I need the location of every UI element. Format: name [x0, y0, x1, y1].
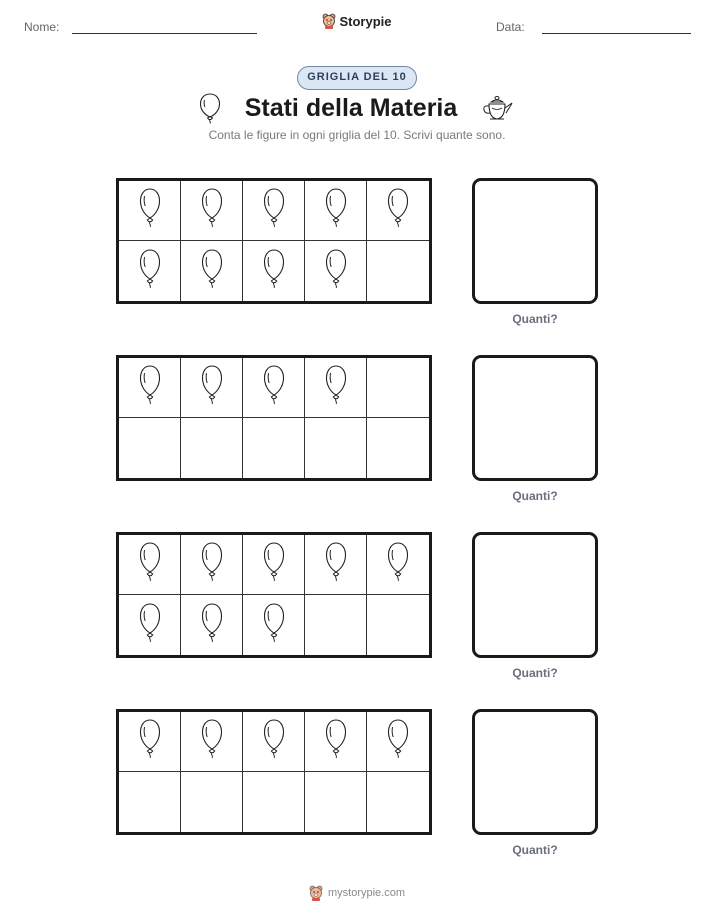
- bear-mascot-icon: [322, 13, 336, 29]
- teapot-icon: [481, 94, 515, 122]
- ten-frame-cell: [243, 772, 305, 832]
- answer-box-2[interactable]: [472, 355, 598, 481]
- ten-frame-cell: [181, 535, 243, 595]
- ten-frame-cell: [305, 595, 367, 655]
- instructions: Conta le figure in ogni griglia del 10. Scrivi quante sono.: [208, 128, 506, 142]
- ten-frame-cell: [367, 358, 429, 418]
- ten-frame-4: [116, 709, 432, 835]
- brand-logo: [0, 13, 714, 29]
- balloon-icon: [201, 187, 223, 234]
- ten-frame-cell: [243, 241, 305, 301]
- ten-frame-cell: [181, 595, 243, 655]
- ten-frame-cell: [119, 358, 181, 418]
- ten-frame-cell: [367, 418, 429, 478]
- balloon-icon: [263, 718, 285, 765]
- ten-frame-1: [116, 178, 432, 304]
- ten-frame-cell: [305, 418, 367, 478]
- ten-frame-cell: [181, 418, 243, 478]
- ten-frame-cell: [367, 712, 429, 772]
- ten-frame-cell: [367, 181, 429, 241]
- bear-mascot-icon: [309, 885, 323, 901]
- ten-frame-cell: [243, 358, 305, 418]
- answer-box-4[interactable]: [472, 709, 598, 835]
- quanti-label: Quanti?: [512, 666, 558, 680]
- ten-frame-cell: [243, 595, 305, 655]
- ten-frame-cell: [305, 712, 367, 772]
- balloon-icon: [139, 602, 161, 649]
- ten-frame-cell: [119, 418, 181, 478]
- balloon-icon: [325, 364, 347, 411]
- ten-frame-cell: [119, 181, 181, 241]
- balloon-icon: [325, 718, 347, 765]
- quanti-label: Quanti?: [512, 312, 558, 326]
- ten-frame-cell: [181, 241, 243, 301]
- balloon-icon: [139, 187, 161, 234]
- ten-frame-cell: [181, 772, 243, 832]
- balloon-icon: [201, 248, 223, 295]
- answer-box-3[interactable]: [472, 532, 598, 658]
- ten-frame-cell: [181, 712, 243, 772]
- balloon-icon: [139, 541, 161, 588]
- ten-frame-cell: [119, 241, 181, 301]
- ten-frame-cell: [305, 181, 367, 241]
- ten-frame-cell: [305, 772, 367, 832]
- ten-frame-cell: [367, 772, 429, 832]
- name-write-line[interactable]: [72, 33, 257, 34]
- balloon-icon: [263, 364, 285, 411]
- ten-frame-cell: [367, 241, 429, 301]
- balloon-icon: [201, 364, 223, 411]
- date-label: Data:: [496, 20, 525, 34]
- ten-frame-cell: [243, 535, 305, 595]
- brand-name: Storypie: [339, 13, 392, 29]
- worksheet-type-badge: GRIGLIA DEL 10: [297, 66, 417, 90]
- balloon-icon: [139, 364, 161, 411]
- balloon-icon: [139, 718, 161, 765]
- balloon-icon: [263, 187, 285, 234]
- ten-frame-cell: [119, 712, 181, 772]
- ten-frame-cell: [367, 535, 429, 595]
- ten-frame-cell: [181, 358, 243, 418]
- ten-frame-cell: [305, 535, 367, 595]
- quanti-label: Quanti?: [512, 843, 558, 857]
- footer: [0, 885, 714, 901]
- date-write-line[interactable]: [542, 33, 691, 34]
- ten-frame-cell: [243, 181, 305, 241]
- quanti-label: Quanti?: [512, 489, 558, 503]
- ten-frame-cell: [305, 241, 367, 301]
- balloon-icon: [325, 187, 347, 234]
- ten-frame-cell: [119, 595, 181, 655]
- balloon-icon: [387, 718, 409, 765]
- balloon-icon: [387, 187, 409, 234]
- answer-box-1[interactable]: [472, 178, 598, 304]
- balloon-icon: [263, 602, 285, 649]
- ten-frame-cell: [367, 595, 429, 655]
- balloon-icon: [263, 541, 285, 588]
- balloon-icon: [325, 248, 347, 295]
- balloon-icon: [201, 602, 223, 649]
- ten-frame-cell: [119, 535, 181, 595]
- ten-frame-cell: [243, 418, 305, 478]
- page-title: Stati della Materia: [244, 93, 458, 122]
- ten-frame-cell: [119, 772, 181, 832]
- name-label: Nome:: [24, 20, 60, 34]
- balloon-icon: [325, 541, 347, 588]
- balloon-icon: [139, 248, 161, 295]
- balloon-icon: [201, 718, 223, 765]
- ten-frame-cell: [243, 712, 305, 772]
- ten-frame-cell: [181, 181, 243, 241]
- balloon-icon: [387, 541, 409, 588]
- footer-url: mystorypie.com: [327, 887, 406, 899]
- balloon-icon: [201, 541, 223, 588]
- ten-frame-2: [116, 355, 432, 481]
- balloon-icon: [263, 248, 285, 295]
- ten-frame-cell: [305, 358, 367, 418]
- ten-frame-3: [116, 532, 432, 658]
- balloon-icon: [199, 92, 221, 124]
